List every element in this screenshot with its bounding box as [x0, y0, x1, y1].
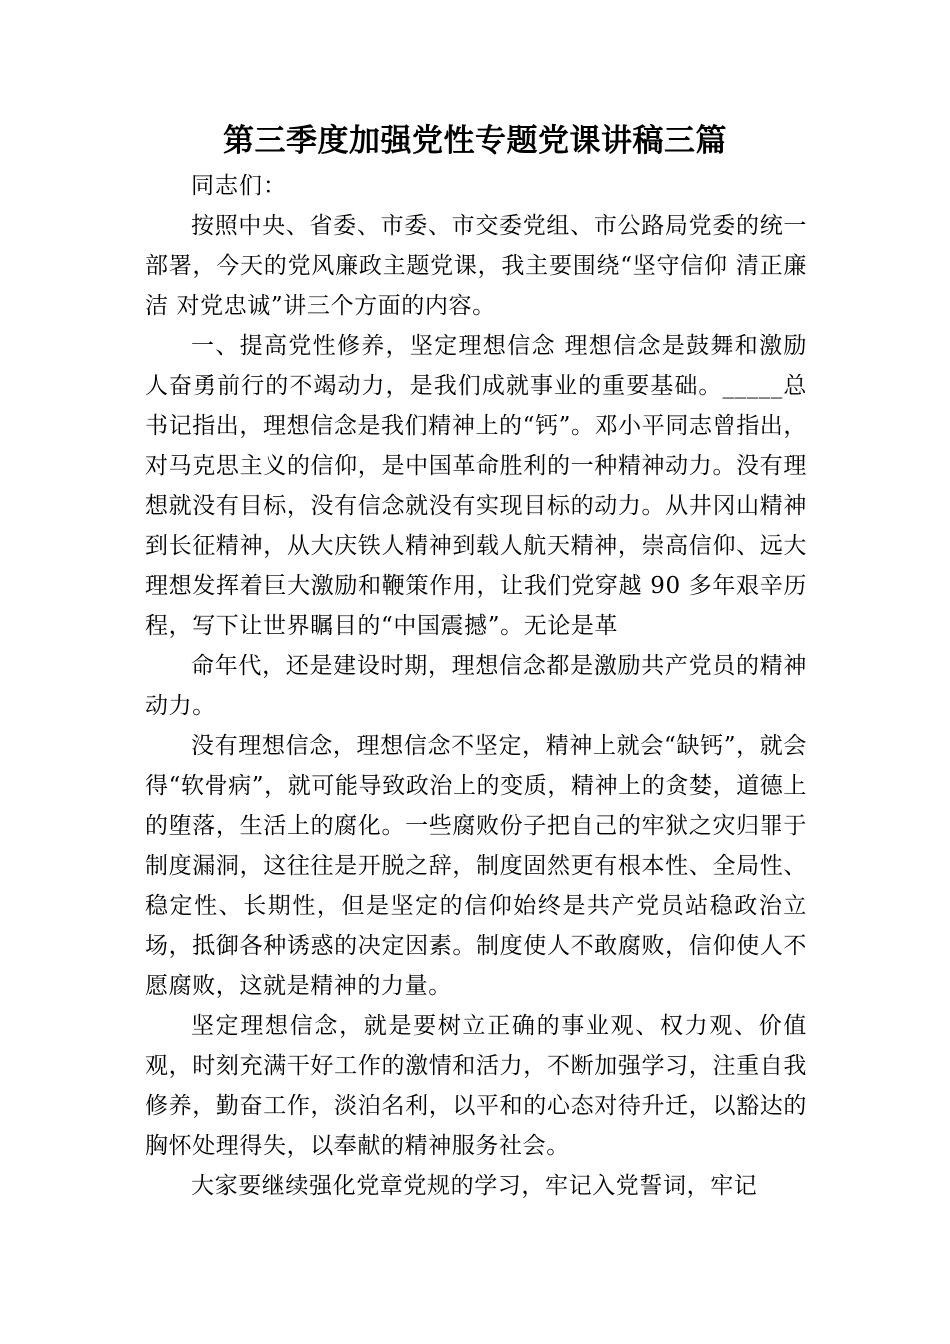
- paragraph: 大家要继续强化党章党规的学习，牢记入党誓词，牢记: [191, 1173, 758, 1199]
- paragraph: 按照中央、省委、市委、市交委党组、市公路局党委的统一部署，今天的党风廉政主题党课，我主要围绕“坚守信仰 清正廉洁 对党忠诚”讲三个方面的内容。: [145, 213, 807, 319]
- paragraph: 没有理想信念，理想信念不坚定，精神上就会“缺钙”，就会得“软骨病”，就可能导致政治上的变质，精神上的贪婪，道德上的堕落，生活上的腐化。一些腐败份子把自己的牢狱之灾归罪于制度漏洞，这往往是开脱之辞，制度固然更有根本性、全局性、稳定性、长期性，但是坚定的信仰始终是共产党员站稳政治立场，抵御各种诱惑的决定因素。制度使人不敢腐败，信仰使人不愿腐败，这就是精神的力量。: [145, 733, 807, 999]
- paragraph: 坚定理想信念，就是要树立正确的事业观、权力观、价值观，时刻充满干好工作的激情和活力，不断加强学习，注重自我修养，勤奋工作，淡泊名利，以平和的心态对待升迁，以豁达的胸怀处理得失，以奉献的精神服务社会。: [145, 1013, 807, 1159]
- document-title: 第三季度加强党性专题党课讲稿三篇: [223, 123, 727, 159]
- salutation: 同志们：: [191, 173, 287, 199]
- paragraph: 命年代，还是建设时期，理想信念都是激励共产党员的精神动力。: [145, 653, 807, 719]
- paragraph: 一、提高党性修养，坚定理想信念 理想信念是鼓舞和激励人奋勇前行的不竭动力，是我们成就事业的重要基础。_____总书记指出，理想信念是我们精神上的“钙”。邓小平同志曾指出，对马克思主义的信仰，是中国革命胜利的一种精神动力。没有理想就没有目标，没有信念就没有实现目标的动力。从井冈山精神到长征精神，从大庆铁人精神到载人航天精神，崇高信仰、远大理想发挥着巨大激励和鞭策作用，让我们党穿越 90 多年艰辛历程，写下让世界瞩目的“中国震撼”。无论是革: [145, 333, 807, 639]
- document-body: [145, 166, 807, 1206]
